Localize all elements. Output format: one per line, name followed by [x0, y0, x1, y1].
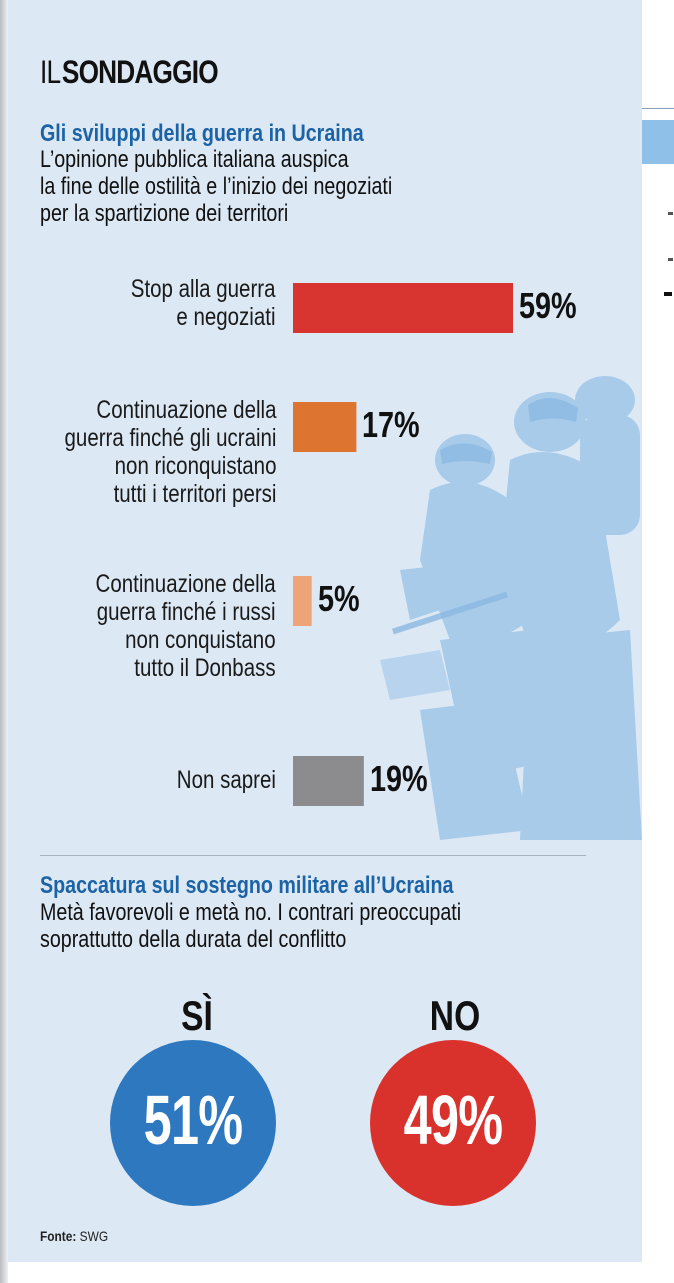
category-label-line: Continuazione della — [95, 396, 276, 424]
bar-value-label: 5% — [317, 578, 360, 619]
subtitle-line: per la spartizione dei territori — [40, 200, 289, 227]
subtitle-line: soprattutto della durata del conflitto — [40, 926, 347, 953]
subtitle-line: L’opinione pubblica italiana auspica — [40, 146, 349, 173]
source-note — [40, 1228, 108, 1244]
bar-value-label: 59% — [519, 285, 577, 326]
source-label: Fonte: — [40, 1228, 77, 1244]
chart-title: Gli sviluppi della guerra in Ucraina — [40, 120, 364, 147]
bar — [293, 576, 312, 626]
kicker-main: SONDAGGIO — [61, 54, 218, 90]
category-label-line: guerra finché i russi — [97, 598, 276, 626]
category-label-line: Stop alla guerra — [131, 275, 276, 303]
category-label-line: e negoziati — [176, 303, 276, 331]
bar-value-label: 19% — [369, 758, 428, 799]
category-label-line: Non saprei — [176, 766, 276, 794]
yes-heading: SÌ — [181, 992, 213, 1039]
bar-value-label: 17% — [362, 404, 421, 445]
category-label-line: guerra finché gli ucraini — [64, 424, 276, 452]
bar — [293, 283, 513, 333]
poll-title: Spaccatura sul sostegno militare all’Ucraina — [40, 872, 454, 899]
source-value: SWG — [79, 1228, 109, 1244]
subtitle-line: Metà favorevoli e metà no. I contrari preoccupati — [40, 899, 462, 926]
bar — [293, 756, 364, 806]
bar-category-label — [131, 275, 276, 331]
category-label-line: non riconquistano — [114, 452, 277, 480]
no-heading: NO — [429, 992, 481, 1039]
poll-subtitle — [40, 899, 461, 953]
bar — [293, 402, 356, 452]
category-label-line: tutti i territori persi — [113, 480, 276, 508]
bar-category-label — [96, 570, 276, 682]
bar-category-label — [64, 396, 276, 508]
no-percentage: 49% — [403, 1081, 503, 1159]
category-label-line: Continuazione della — [95, 570, 276, 598]
bar-category-label — [177, 766, 276, 794]
subtitle-line: la fine delle ostilità e l’inizio dei negoziati — [40, 173, 393, 200]
category-label-line: tutto il Donbass — [134, 654, 276, 682]
yes-percentage: 51% — [143, 1081, 243, 1159]
category-label-line: non conquistano — [125, 626, 276, 654]
section-divider — [40, 855, 586, 856]
kicker-prefix: IL — [40, 54, 61, 90]
